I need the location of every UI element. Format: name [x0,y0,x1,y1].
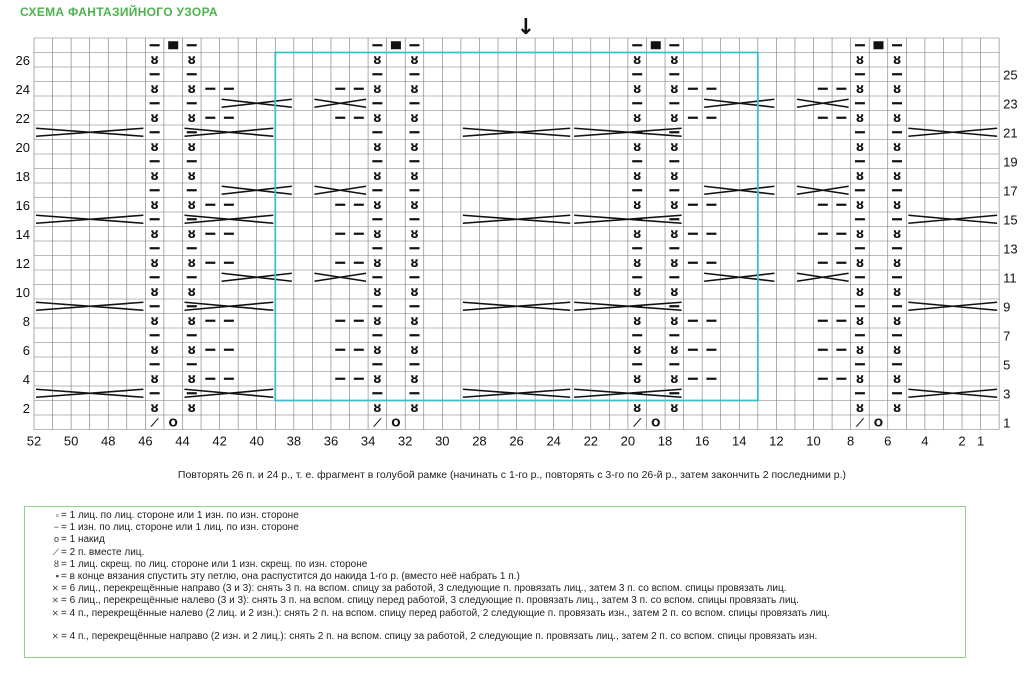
row-label-right: 13 [1003,241,1018,257]
legend-text: = 4 п., перекрещённые налево (2 лиц. и 2 изн.): снять 2 п. на вспом. спицу перед работой, 2 следующие п. провязать изн., затем 2 п. со вспом. спицы провязать лиц. [61,607,830,619]
knit-tbl-mark: ȣ [855,81,864,96]
legend-symbol-icon: ▪ [55,571,59,581]
knit-tbl-mark: ȣ [855,197,864,212]
row-label-right: 9 [1003,299,1011,315]
stitch-label-bottom: 50 [63,433,79,449]
knit-tbl-mark: ȣ [893,168,901,183]
knit-tbl-mark: ȣ [633,342,642,357]
k2tog-mark: ⟋ [373,416,382,430]
knit-tbl-mark: ȣ [410,139,419,154]
legend-symbol-icon: − [53,522,59,533]
knit-tbl-mark: ȣ [410,168,419,183]
knit-tbl-mark: ȣ [855,226,864,241]
knit-tbl-mark: ȣ [633,110,642,125]
knit-tbl-mark: ȣ [410,313,419,328]
stitch-label-bottom: 20 [620,433,636,449]
knit-tbl-mark: ȣ [633,284,642,299]
legend-text: = 1 изн. по лиц. стороне или 1 лиц. по изн. стороне [61,522,299,534]
knit-tbl-mark: ȣ [893,313,901,328]
knit-tbl-mark: ȣ [373,110,382,125]
stitch-label-bottom: 8 [847,433,855,449]
knit-tbl-mark: ȣ [187,168,196,183]
knit-tbl-mark: ȣ [373,371,382,386]
knit-tbl-mark: ȣ [150,110,159,125]
knit-tbl-mark: ȣ [410,226,419,241]
knit-tbl-mark: ȣ [150,197,159,212]
knit-tbl-mark: ȣ [187,110,196,125]
legend-text: = 6 лиц., перекрещённые налево (3 и 3): снять 3 п. на вспом. спицу перед работой, 3 следующие п. провязать лиц., затем 3 п. со вспом. спицы провязать лиц. [61,595,799,607]
row-label-left: 26 [15,52,30,68]
knit-tbl-mark: ȣ [187,197,196,212]
row-label-right: 23 [1003,96,1018,112]
stitch-label-bottom: 18 [657,433,673,449]
knit-tbl-mark: ȣ [373,197,382,212]
stitch-label-bottom: 36 [323,433,339,449]
row-label-left: 22 [15,110,30,126]
stitch-label-bottom: 12 [769,433,784,449]
row-label-left: 24 [15,81,30,97]
knit-tbl-mark: ȣ [410,371,419,386]
knit-tbl-mark: ȣ [150,313,159,328]
row-label-right: 11 [1003,270,1017,286]
stitch-label-bottom: 22 [583,433,599,449]
knit-tbl-mark: ȣ [633,81,642,96]
legend-item [31,608,959,620]
knit-tbl-mark: ȣ [893,371,901,386]
knit-tbl-mark: ȣ [670,284,679,299]
knit-tbl-mark: ȣ [633,139,642,154]
knit-tbl-mark: ȣ [187,139,196,154]
row-label-left: 14 [15,226,30,242]
knit-tbl-mark: ȣ [855,313,864,328]
knit-tbl-mark: ȣ [893,400,901,415]
knit-tbl-mark: ȣ [633,313,642,328]
knit-tbl-mark: ȣ [410,81,419,96]
stitch-label-bottom: 6 [884,433,892,449]
knit-tbl-mark: ȣ [633,52,642,67]
knit-tbl-mark: ȣ [855,400,864,415]
legend-item [31,534,959,546]
drop-stitch-mark [391,41,401,49]
stitch-label-bottom: 10 [806,433,821,449]
legend-text: = 6 лиц., перекрещённые направо (3 и 3): снять 3 п. на вспом. спицу за работой, 3 следующие п. провязать лиц., затем 3 п. со вспом. спицы провязать лиц. [61,583,787,595]
knit-tbl-mark: ȣ [150,255,159,270]
knit-tbl-mark: ȣ [410,284,419,299]
row-label-left: 4 [22,371,30,387]
knit-tbl-mark: ȣ [187,226,196,241]
row-label-left: 2 [22,400,30,416]
row-label-right: 25 [1003,67,1018,83]
yarn-over-mark: O [391,416,401,430]
stitch-label-bottom: 26 [509,433,524,449]
knit-tbl-mark: ȣ [373,342,382,357]
legend-text: = 1 накид [61,534,105,546]
row-label-right: 3 [1003,386,1011,402]
k2tog-mark: ⟋ [633,416,642,430]
knit-tbl-mark: ȣ [893,139,901,154]
knit-tbl-mark: ȣ [893,284,901,299]
knit-tbl-mark: ȣ [893,226,901,241]
stitch-label-bottom: 14 [732,433,747,449]
knit-tbl-mark: ȣ [150,81,159,96]
knit-tbl-mark: ȣ [670,400,679,415]
knit-tbl-mark: ȣ [633,371,642,386]
knit-tbl-mark: ȣ [373,284,382,299]
row-label-right: 5 [1003,357,1011,373]
knit-tbl-mark: ȣ [373,255,382,270]
knit-tbl-mark: ȣ [855,52,864,67]
stitch-label-bottom: 4 [921,433,929,449]
yarn-over-mark: O [651,416,661,430]
knit-tbl-mark: ȣ [150,342,159,357]
knit-tbl-mark: ȣ [670,371,679,386]
knit-tbl-mark: ȣ [893,342,901,357]
knit-tbl-mark: ȣ [670,139,679,154]
knit-tbl-mark: ȣ [670,226,679,241]
row-label-left: 12 [15,255,30,271]
knit-tbl-mark: ȣ [373,81,382,96]
knit-tbl-mark: ȣ [855,168,864,183]
stitch-label-bottom: 16 [694,433,710,449]
row-label-left: 18 [15,168,30,184]
row-label-right: 19 [1003,154,1018,170]
row-label-left: 20 [15,139,30,155]
legend-item [31,559,959,571]
row-label-right: 15 [1003,212,1018,228]
chart-title: СХЕМА ФАНТАЗИЙНОГО УЗОРА [20,5,218,19]
knit-tbl-mark: ȣ [855,255,864,270]
knit-tbl-mark: ȣ [187,342,196,357]
knit-tbl-mark: ȣ [893,52,901,67]
knit-tbl-mark: ȣ [150,284,159,299]
legend-item [31,595,959,607]
row-label-left: 8 [22,313,30,329]
legend-box [24,506,966,658]
knit-tbl-mark: ȣ [373,226,382,241]
knit-tbl-mark: ȣ [670,81,679,96]
legend-symbol-icon: ȣ [53,558,59,569]
legend-symbol-icon: ▫ [55,510,59,520]
stitch-label-bottom: 44 [175,433,190,449]
row-label-right: 1 [1003,415,1011,431]
legend-symbol-icon: ⨯ [51,595,59,606]
legend-symbol-icon: ⨯ [51,630,59,641]
repeat-arrow: ↓ [516,15,536,40]
stitch-label-bottom: 28 [472,433,487,449]
knit-tbl-mark: ȣ [633,226,642,241]
knit-tbl-mark: ȣ [410,255,419,270]
knit-tbl-mark: ȣ [410,342,419,357]
knit-tbl-mark: ȣ [373,313,382,328]
knit-tbl-mark: ȣ [410,400,419,415]
legend-item [31,583,959,595]
stitch-label-bottom: 46 [138,433,153,449]
knit-tbl-mark: ȣ [855,110,864,125]
row-label-left: 6 [22,342,30,358]
k2tog-mark: ⟋ [856,416,864,430]
knit-tbl-mark: ȣ [150,400,159,415]
drop-stitch-mark [168,41,178,49]
legend-symbol-icon: ⟋ [52,546,59,557]
knit-tbl-mark: ȣ [633,197,642,212]
knit-tbl-mark: ȣ [893,81,901,96]
knit-tbl-mark: ȣ [187,52,196,67]
legend-item [31,522,959,534]
stitch-label-bottom: 42 [212,433,227,449]
knit-tbl-mark: ȣ [670,255,679,270]
row-label-left: 16 [15,197,30,213]
stitch-label-bottom: 2 [958,433,966,449]
legend-text: = 1 лиц. скрещ. по лиц. стороне или 1 изн. скрещ. по изн. стороне [61,558,368,570]
legend-text: = 2 п. вместе лиц. [61,546,145,558]
chart-grid [34,38,999,430]
knit-tbl-mark: ȣ [187,81,196,96]
knit-tbl-mark: ȣ [410,52,419,67]
yarn-over-mark: O [168,416,178,430]
knit-tbl-mark: ȣ [373,139,382,154]
knit-tbl-mark: ȣ [187,284,196,299]
knit-tbl-mark: ȣ [893,197,901,212]
knit-tbl-mark: ȣ [150,226,159,241]
knit-tbl-mark: ȣ [893,110,901,125]
legend-item [31,510,959,522]
repeat-instruction: Повторять 26 п. и 24 р., т. е. фрагмент в голубой рамке (начинать с 1-го р., повторять с 3-го по 26-й р., затем закончить 2 последними р.) [177,469,847,481]
row-label-left: 10 [15,284,30,300]
knit-tbl-mark: ȣ [187,400,196,415]
knit-tbl-mark: ȣ [670,342,679,357]
legend-item [31,631,959,643]
knit-tbl-mark: ȣ [150,168,159,183]
knit-tbl-mark: ȣ [670,52,679,67]
yarn-over-mark: O [873,416,884,430]
knit-tbl-mark: ȣ [633,400,642,415]
knit-tbl-mark: ȣ [633,255,642,270]
row-label-right: 7 [1003,328,1011,344]
legend-item [31,571,959,583]
stitch-label-bottom: 24 [546,433,561,449]
knit-tbl-mark: ȣ [373,168,382,183]
knit-tbl-mark: ȣ [855,284,864,299]
stitch-label-bottom: 38 [286,433,302,449]
knit-tbl-mark: ȣ [187,255,196,270]
knit-tbl-mark: ȣ [187,371,196,386]
stitch-label-bottom: 40 [249,433,264,449]
knit-tbl-mark: ȣ [670,313,679,328]
drop-stitch-mark [873,41,883,49]
knit-tbl-mark: ȣ [150,371,159,386]
knit-tbl-mark: ȣ [187,313,196,328]
knit-tbl-mark: ȣ [373,400,382,415]
knit-tbl-mark: ȣ [855,342,864,357]
stitch-label-bottom: 34 [360,433,376,449]
stitch-label-bottom: 30 [435,433,450,449]
row-label-right: 17 [1003,183,1018,199]
legend-symbol-icon: ⨯ [51,607,59,618]
knit-tbl-mark: ȣ [410,197,419,212]
knit-tbl-mark: ȣ [150,139,159,154]
knit-tbl-mark: ȣ [893,255,901,270]
stitch-label-bottom: 52 [26,433,42,449]
knit-tbl-mark: ȣ [633,168,642,183]
stitch-label-bottom: 1 [976,433,985,449]
legend-symbol-icon: ⨯ [51,583,59,594]
knit-tbl-mark: ȣ [855,139,864,154]
row-label-right: 21 [1003,125,1018,141]
legend-symbol-icon: o [53,534,59,545]
legend-text: = 4 п., перекрещённые направо (2 изн. и 2 лиц.): снять 2 п. на вспом. спицу за работой, 2 следующие п. провязать лиц., затем 2 п. со вспом. спицы провязать изн. [61,630,818,642]
stitch-label-bottom: 32 [397,433,413,449]
knit-tbl-mark: ȣ [373,52,382,67]
legend-text: = в конце вязания спустить эту петлю, она распустится до накида 1-го р. (вместо неё набрать 1 п.) [61,571,520,582]
knit-tbl-mark: ȣ [855,371,864,386]
knit-tbl-mark: ȣ [150,52,159,67]
knit-tbl-mark: ȣ [670,110,679,125]
knit-tbl-mark: ȣ [410,110,419,125]
knit-tbl-mark: ȣ [670,168,679,183]
legend-item [31,547,959,559]
stitch-label-bottom: 48 [101,433,116,449]
k2tog-mark: ⟋ [150,416,159,430]
legend-text: = 1 лиц. по лиц. стороне или 1 изн. по изн. стороне [61,510,299,521]
drop-stitch-mark [651,41,661,49]
knit-tbl-mark: ȣ [670,197,679,212]
